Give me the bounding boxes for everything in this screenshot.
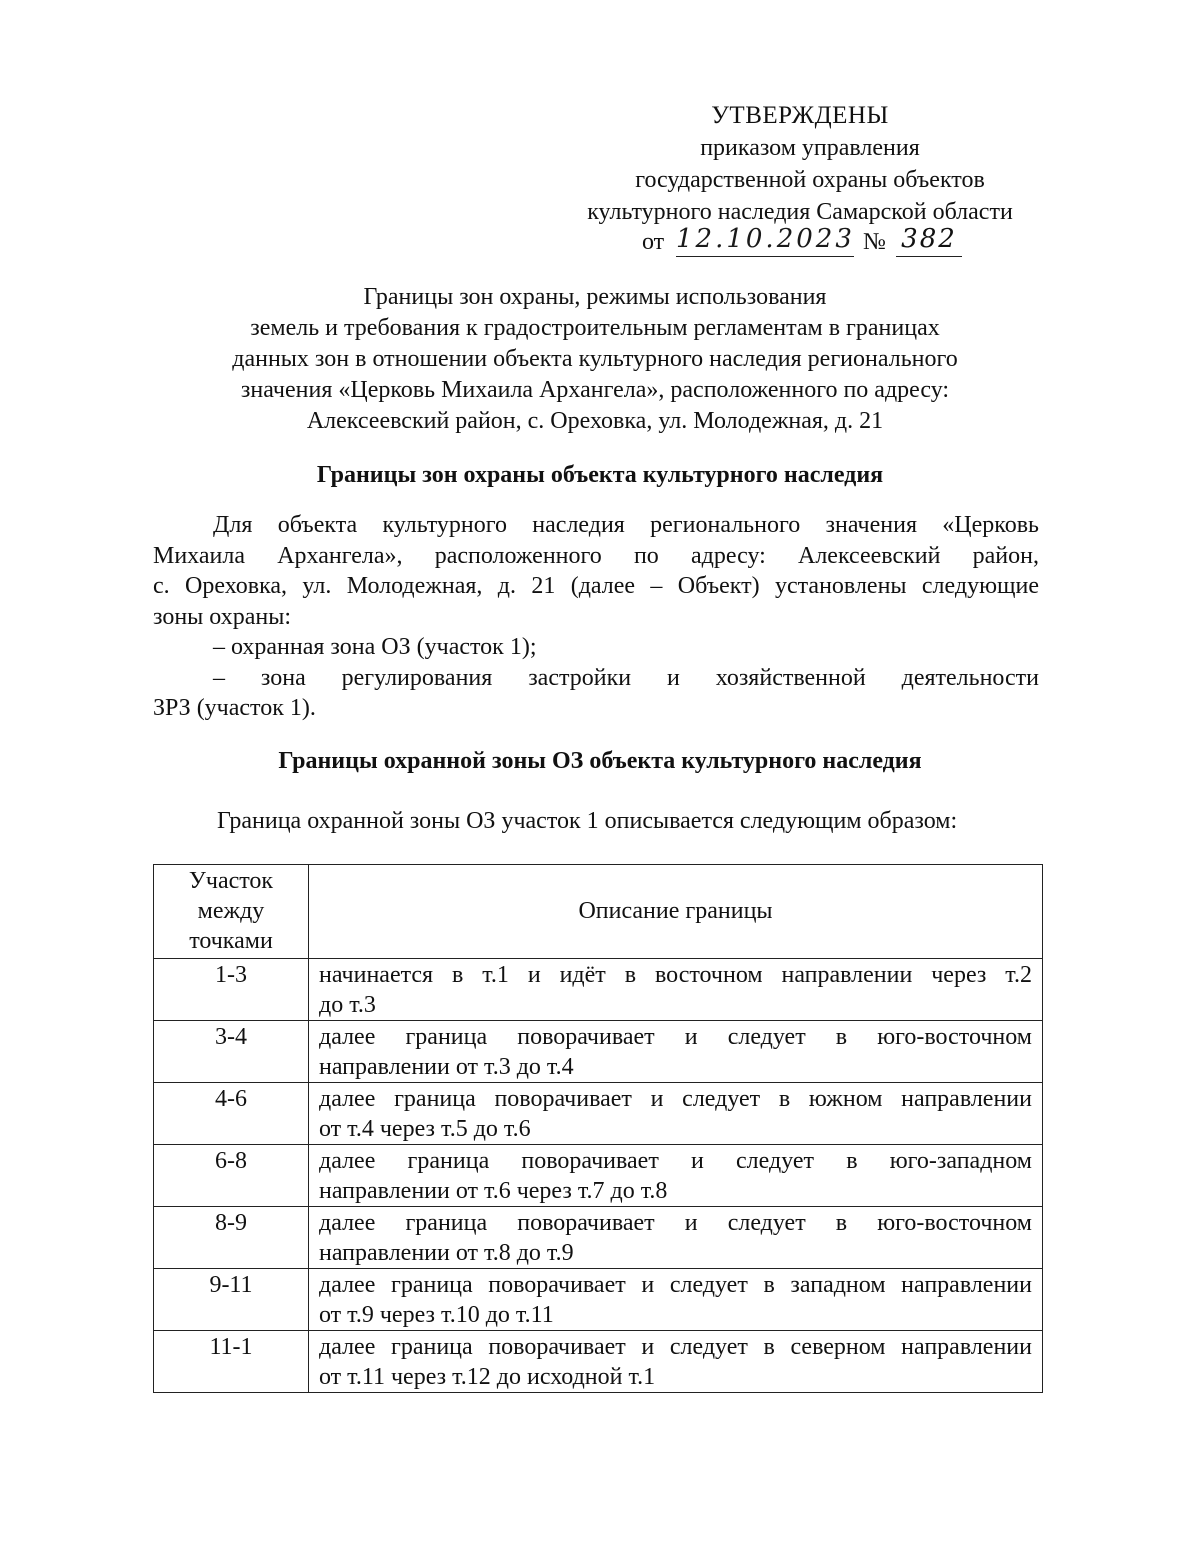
description-cell [309, 1269, 1043, 1331]
description-cell [309, 1021, 1043, 1083]
approval-stamp [560, 100, 1040, 260]
title-line: земель и требования к градостроительным регламентам в границах [250, 315, 940, 341]
order-date-handwritten: 12.10.2023 [676, 220, 854, 257]
description-cell [309, 1207, 1043, 1269]
header-text: точками [189, 928, 273, 954]
table-row [154, 959, 1043, 1021]
boundary-table [153, 864, 1043, 1393]
segment-cell: 11-1 [154, 1331, 309, 1393]
table-row [154, 1145, 1043, 1207]
zone-list-item-cont: ЗРЗ (участок 1). [153, 695, 316, 721]
table-row [154, 1207, 1043, 1269]
description-cell [309, 1083, 1043, 1145]
table-row [154, 1083, 1043, 1145]
header-description-cell: Описание границы [309, 865, 1043, 959]
description-line: начинается в т.1 и идёт в восточном направлении через т.2 [319, 962, 1032, 988]
description-line: далее граница поворачивает и следует в юго-восточном [319, 1210, 1032, 1236]
table-row [154, 1021, 1043, 1083]
section-heading-zones: Границы зон охраны объекта культурного наследия [316, 462, 884, 488]
segment-cell: 8-9 [154, 1207, 309, 1269]
description-line: от т.4 через т.5 до т.6 [319, 1115, 531, 1142]
paragraph-line: Михаила Архангела», расположенного по адресу: Алексеевский район, [153, 542, 1039, 569]
header-text: Участок [188, 868, 274, 894]
header-segment-cell [154, 865, 309, 959]
table-row [154, 1331, 1043, 1393]
approval-line-1: приказом управления [700, 135, 920, 161]
description-line: далее граница поворачивает и следует в юго-западном [319, 1148, 1032, 1174]
zone-list-item: – охранная зона ОЗ (участок 1); [213, 634, 537, 660]
order-number-label: № [863, 229, 886, 255]
approval-line-2: государственной охраны объектов [635, 167, 985, 193]
header-text: между [197, 898, 265, 924]
table-row [154, 1269, 1043, 1331]
description-line: далее граница поворачивает и следует в южном направлении [319, 1086, 1032, 1112]
title-line: Границы зон охраны, режимы использования [363, 284, 827, 310]
order-reference [560, 226, 1040, 260]
table-header-row [154, 865, 1043, 959]
zones-paragraph [153, 510, 1039, 724]
description-line: далее граница поворачивает и следует в западном направлении [319, 1272, 1032, 1298]
document-title [150, 282, 1040, 437]
section-heading-oz: Границы охранной зоны ОЗ объекта культурного наследия [278, 748, 922, 774]
title-line: Алексеевский район, с. Ореховка, ул. Молодежная, д. 21 [306, 408, 884, 434]
order-from-label: от [642, 229, 665, 255]
description-line: направлении от т.8 до т.9 [319, 1239, 574, 1266]
description-line: далее граница поворачивает и следует в северном направлении [319, 1334, 1032, 1360]
paragraph-line: с. Ореховка, ул. Молодежная, д. 21 (далее – Объект) установлены следующие [153, 573, 1039, 599]
zone-list-item: – зона регулирования застройки и хозяйственной деятельности [213, 664, 1039, 691]
description-line: до т.3 [319, 991, 376, 1018]
description-line: далее граница поворачивает и следует в юго-восточном [319, 1024, 1032, 1050]
description-line: направлении от т.6 через т.7 до т.8 [319, 1177, 668, 1204]
description-cell [309, 1145, 1043, 1207]
approval-heading: УТВЕРЖДЕНЫ [711, 102, 889, 129]
segment-cell: 3-4 [154, 1021, 309, 1083]
paragraph-line: зоны охраны: [153, 603, 291, 630]
title-line: значения «Церковь Михаила Архангела», расположенного по адресу: [240, 377, 950, 403]
order-number-handwritten: 382 [896, 220, 962, 257]
segment-cell: 4-6 [154, 1083, 309, 1145]
approval-line-3: культурного наследия Самарской области [587, 199, 1013, 225]
description-line: направлении от т.3 до т.4 [319, 1053, 574, 1080]
description-cell [309, 959, 1043, 1021]
segment-cell: 6-8 [154, 1145, 309, 1207]
description-line: от т.11 через т.12 до исходной т.1 [319, 1363, 656, 1390]
oz-intro: Граница охранной зоны ОЗ участок 1 описывается следующим образом: [217, 808, 958, 834]
description-cell [309, 1331, 1043, 1393]
description-line: от т.9 через т.10 до т.11 [319, 1301, 554, 1328]
paragraph-line: Для объекта культурного наследия регионального значения «Церковь [213, 512, 1039, 538]
segment-cell: 9-11 [154, 1269, 309, 1331]
title-line: данных зон в отношении объекта культурного наследия регионального [232, 346, 958, 372]
segment-cell: 1-3 [154, 959, 309, 1021]
